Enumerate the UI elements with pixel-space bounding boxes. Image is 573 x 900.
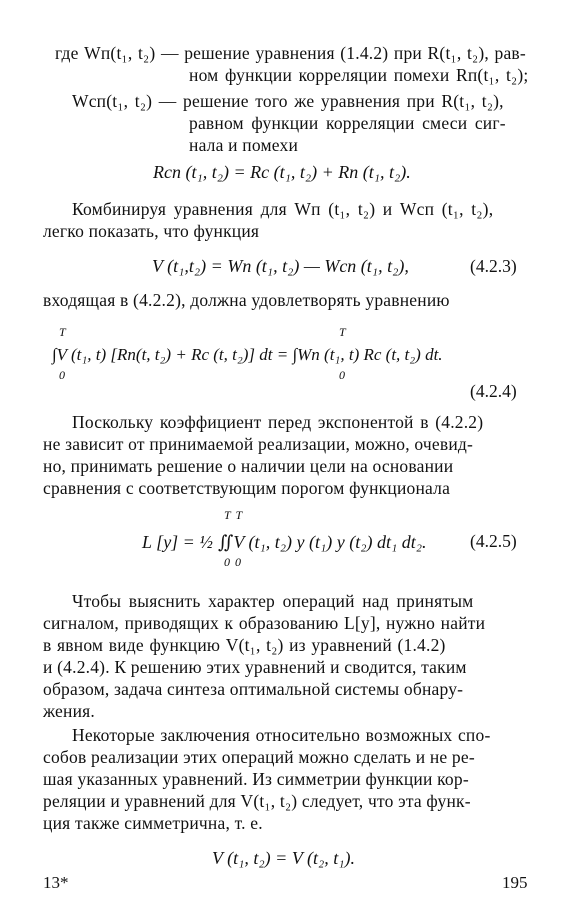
equation-correlation-sum: Rсп (t₁, t₂) = Rс (t₁, t₂) + Rп (t₁, t₂). <box>153 162 411 182</box>
paragraph-5-line-5: ция также симметрична, т. е. <box>43 813 263 833</box>
equation-4-2-5-integrand: ∬V (t₁, t₂) y (t₁) y (t₂) dt₁ dt₂. <box>218 532 427 552</box>
double-integral-lower-limits: 0 0 <box>224 555 241 569</box>
paragraph-4-line-6: жения. <box>43 701 95 721</box>
paragraph-5-line-2: собов реализации этих операций можно сделать и не ре- <box>43 747 475 767</box>
paragraph-1-line-2: легко показать, что функция <box>43 221 260 241</box>
double-integral-upper-limits: T T <box>224 508 243 522</box>
paragraph-3-line-1: Поскольку коэффициент перед экспонентой в (4.2.2) <box>72 412 484 432</box>
page-number: 195 <box>502 873 528 892</box>
paragraph-5-line-3: шая указанных уравнений. Из симметрии функции кор- <box>43 769 469 789</box>
paragraph-3-line-3: но, принимать решение о наличии цели на основании <box>43 456 454 476</box>
definition-1-term: где Wп(t₁, t₂) — решение уравнения (1.4.2) при R(t₁, t₂), рав- <box>55 43 526 63</box>
paragraph-4-line-5: образом, задача синтеза оптимальной системы обнару- <box>43 679 464 699</box>
paragraph-4-line-4: и (4.2.4). К решению этих уравнений и сводится, таким <box>43 657 467 677</box>
integral-upper-limit-right: T <box>339 325 346 339</box>
paragraph-1-line-1: Комбинируя уравнения для Wп (t₁, t₂) и Wсп (t₁, t₂), <box>72 199 494 219</box>
paragraph-2: входящая в (4.2.2), должна удовлетворять уравнению <box>43 290 450 310</box>
paragraph-3-line-2: не зависит от принимаемой реализации, можно, очевид- <box>43 434 474 454</box>
equation-4-2-4: ∫V (t₁, t) [Rп(t, t₂) + Rс (t, t₂)] dt = ∫Wп (t₁, t) Rс (t, t₂) dt. <box>52 345 443 364</box>
definition-2-continuation-1: равном функции корреляции смеси сиг- <box>189 113 506 133</box>
equation-number-4-2-5: (4.2.5) <box>470 531 517 551</box>
equation-number-4-2-3: (4.2.3) <box>470 256 517 276</box>
integral-upper-limit-left: T <box>59 325 66 339</box>
paragraph-5-line-1: Некоторые заключения относительно возможных спо- <box>72 725 491 745</box>
equation-number-4-2-4: (4.2.4) <box>470 381 517 401</box>
definition-2-continuation-2: нала и помехи <box>189 135 299 155</box>
paragraph-4-line-1: Чтобы выяснить характер операций над принятым <box>72 591 474 611</box>
definition-1-continuation: ном функции корреляции помехи Rп(t₁, t₂); <box>189 65 529 85</box>
paragraph-4-line-3: в явном виде функцию V(t₁, t₂) из уравнений (1.4.2) <box>43 635 446 655</box>
equation-4-2-5-lhs: L [y] = ½ <box>142 532 213 552</box>
signature-mark: 13* <box>43 873 69 892</box>
equation-symmetry: V (t₁, t₂) = V (t₂, t₁). <box>212 848 355 868</box>
paragraph-3-line-4: сравнения с соответствующим порогом функционала <box>43 478 451 498</box>
integral-lower-limit-right: 0 <box>339 368 345 382</box>
paragraph-4-line-2: сигналом, приводящих к образованию L[y], нужно найти <box>43 613 486 633</box>
definition-2-term: Wсп(t₁, t₂) — решение того же уравнения при R(t₁, t₂), <box>72 91 504 111</box>
paragraph-5-line-4: реляции и уравнений для V(t₁, t₂) следует, что эта функ- <box>43 791 471 811</box>
equation-4-2-3: V (t₁,t₂) = Wп (t₁, t₂) — Wсп (t₁, t₂), <box>152 256 409 276</box>
integral-lower-limit-left: 0 <box>59 368 65 382</box>
